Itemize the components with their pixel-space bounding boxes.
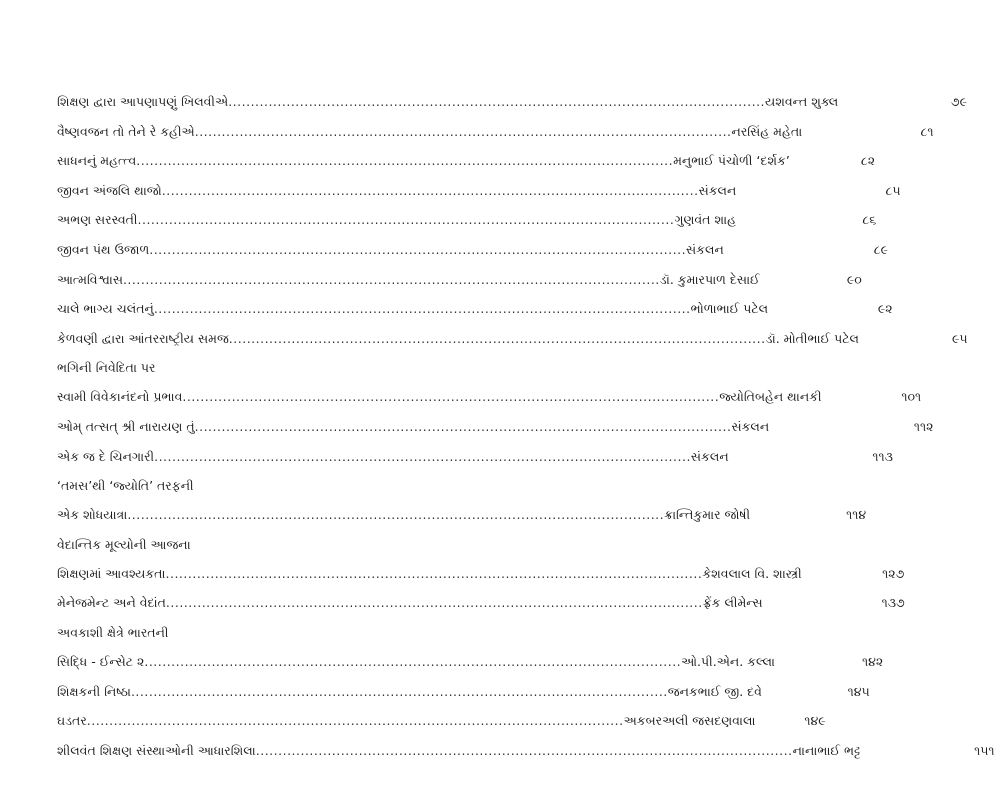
toc-entry-author: ભોળાભાઈ પટેલ [690,301,769,317]
dot-leader: ........................................................................................................................ [136,153,674,169]
toc-entry-author: ડૉ. મોતીભાઈ પટેલ [765,330,859,346]
toc-entry-page-number: ૧૦૧ [901,389,922,405]
toc-entry-author: નાનાભાઈ ભટ્ટ [792,742,861,758]
dot-leader: ........................................................................................................................ [86,713,624,729]
toc-entry-title: સિદ્ધિ - ઈન્સેટ ૨ [57,653,145,669]
toc-entry-page-number: ૮૧ [920,123,934,139]
toc-entry-page-number: ૧૧૨ [913,418,934,434]
toc-entry-title: શીલવંત શિક્ષણ સંસ્થાઓની આધારશિલા [57,742,256,758]
table-of-contents [57,94,995,772]
toc-entry-page-number: ૯૦ [846,271,862,287]
dot-leader: ........................................................................................................................ [228,94,766,109]
toc-entry-title: ઘડતર [57,713,87,729]
toc-entry-author: સંકલન [698,182,737,198]
dot-leader: ........................................................................................................................ [137,212,675,228]
toc-entry-page-number: ૧૨૭ [882,565,905,581]
toc-entry-page-number: ૮૬ [862,212,877,228]
dot-leader: ........................................................................................................................ [255,742,793,758]
toc-entry[interactable] [57,123,934,154]
toc-entry-title: એક શોધયાત્રા [57,507,128,523]
dot-leader: ........................................................................................................................ [165,595,703,611]
toc-entry-author: ડૉ. કુમારપાળ દેસાઈ [659,271,760,287]
toc-entry[interactable] [57,271,862,302]
toc-entry-page-number: ૧૧૪ [846,507,867,523]
toc-entry-title: શિક્ષકની નિષ્ઠા [57,683,131,699]
toc-entry-author: ફ્રેંક લીમેન્સ [702,595,763,611]
toc-entry[interactable] [57,389,922,419]
toc-entry-title: આત્મવિશ્વાસ [57,271,123,287]
toc-entry-author: સંકલન [731,418,770,434]
toc-entry-title: ચાલે ભાગ્ય ચલંતનું [57,301,154,317]
toc-entry-title: સાધનનું મહત્ત્વ [57,153,137,169]
toc-entry-page-number: ૧૪૨ [861,653,884,669]
toc-entry[interactable] [57,241,889,272]
toc-entry-page-number: ૧૩૭ [881,595,905,611]
toc-entry-title: સ્વામી વિવેકાનંદનો પ્રભાવ [57,389,183,405]
toc-entry-author: ક્રાન્તિકુમાર જોષી [664,507,751,523]
toc-entry-heading-line [57,360,487,389]
dot-leader: ........................................................................................................................ [182,389,720,405]
toc-entry-author: સંકલન [690,448,729,464]
toc-entry[interactable] [57,330,968,361]
toc-entry[interactable] [57,683,870,714]
toc-entry[interactable] [57,301,893,331]
toc-entry[interactable] [57,713,826,743]
toc-entry-page-number: ૧૪૫ [847,683,870,699]
toc-entry[interactable] [57,94,968,124]
toc-entry-page-number: ૯૨ [877,301,893,317]
toc-entry-author: નરસિંહ મહેતા [731,123,803,139]
dot-leader: ........................................................................................................................ [194,123,732,139]
toc-entry-title: શિક્ષણમાં આવશ્યકતા [57,565,166,581]
toc-entry-title-prefix: વેદાન્તિક મૂલ્યોની આજના [57,536,191,552]
dot-leader: ........................................................................................................................ [130,683,668,699]
toc-entry-heading-line [57,537,487,566]
toc-entry-author: અકબરઅલી જસદણવાલા [623,713,756,729]
toc-entry-title: વૈષ્ણવજન તો તેને રે કહીએ [57,123,195,139]
dot-leader: ........................................................................................................................ [154,448,691,464]
dot-leader: ........................................................................................................................ [122,271,660,287]
dot-leader: ........................................................................................................................ [161,182,699,198]
toc-entry-title-prefix: ભગિની નિવેદિતા પર [57,360,156,376]
toc-entry-page-number: ૯૫ [951,330,968,346]
toc-entry-title: ઓમ્ તત્સત્ શ્રી નારાયણ તું [57,418,195,434]
toc-entry-page-number: ૧૧૩ [872,448,893,464]
toc-entry-author: જનકભાઈ જી. દવે [667,683,762,699]
toc-entry-title: અભણ સરસ્વતી [57,212,138,228]
dot-leader: ........................................................................................................................ [228,330,766,346]
toc-entry-title: જીવન અંજલિ થાજો [57,182,162,198]
toc-entry-page-number: ૮૨ [860,153,876,169]
toc-entry[interactable] [57,742,995,773]
toc-entry-author: મનુભાઈ પંચોળી ‘દર્શક’ [673,153,790,169]
toc-entry[interactable] [57,653,884,684]
toc-entry-page-number: ૮૫ [885,182,901,198]
toc-entry-title: મેનેજમેન્ટ અને વેદાંત [57,595,166,611]
toc-entry-title: કેળવણી દ્વારા આંતરરાષ્ટ્રીય સમજ [57,330,229,346]
toc-entry[interactable] [57,153,876,183]
toc-entry-author: ગુણવંત શાહ [674,212,736,228]
toc-entry-page-number: ૮૯ [873,241,889,257]
toc-entry-page-number: ૭૯ [950,94,968,109]
toc-entry-title: શિક્ષણ દ્વારા આપણાપણું ખિલવીએ [57,94,229,109]
toc-entry-author: સંકલન [686,241,724,257]
toc-entry-title: જીવન પંથ ઉજાળ [57,241,150,257]
dot-leader: ........................................................................................................................ [153,301,691,317]
toc-entry[interactable] [57,182,901,213]
toc-entry[interactable] [57,418,934,449]
toc-entry[interactable] [57,507,867,537]
toc-entry-heading-line [57,625,487,654]
toc-entry[interactable] [57,595,905,625]
dot-leader: ........................................................................................................................ [194,418,732,434]
toc-entry[interactable] [57,448,893,479]
toc-entry-author: ઓ.પી.એન. કલ્લા [681,653,775,669]
toc-entry-title-prefix: ‘તમસ’થી ‘જ્યોતિ’ તરફની [57,478,194,494]
toc-entry-page-number: ૧૫૧ [974,742,995,758]
toc-entry-title: એક જ દે ચિનગારી [57,448,155,464]
toc-entry-heading-line [57,478,487,507]
dot-leader: ........................................................................................................................ [144,653,682,669]
dot-leader: ........................................................................................................................ [165,565,703,581]
dot-leader: ........................................................................................................................ [149,241,687,257]
toc-entry[interactable] [57,565,905,596]
toc-entry-author: કેશવલાલ વિ. શાસ્ત્રી [702,565,802,581]
dot-leader: ........................................................................................................................ [127,507,665,523]
toc-entry-author: યશવન્ત શુક્લ [765,94,839,109]
toc-entry-title-prefix: અવકાશી ક્ષેત્રે ભારતની [57,624,169,640]
toc-entry-author: જ્યોતિબહેન થાનકી [719,389,822,405]
toc-entry-page-number: ૧૪૯ [804,713,826,729]
toc-entry[interactable] [57,212,877,242]
